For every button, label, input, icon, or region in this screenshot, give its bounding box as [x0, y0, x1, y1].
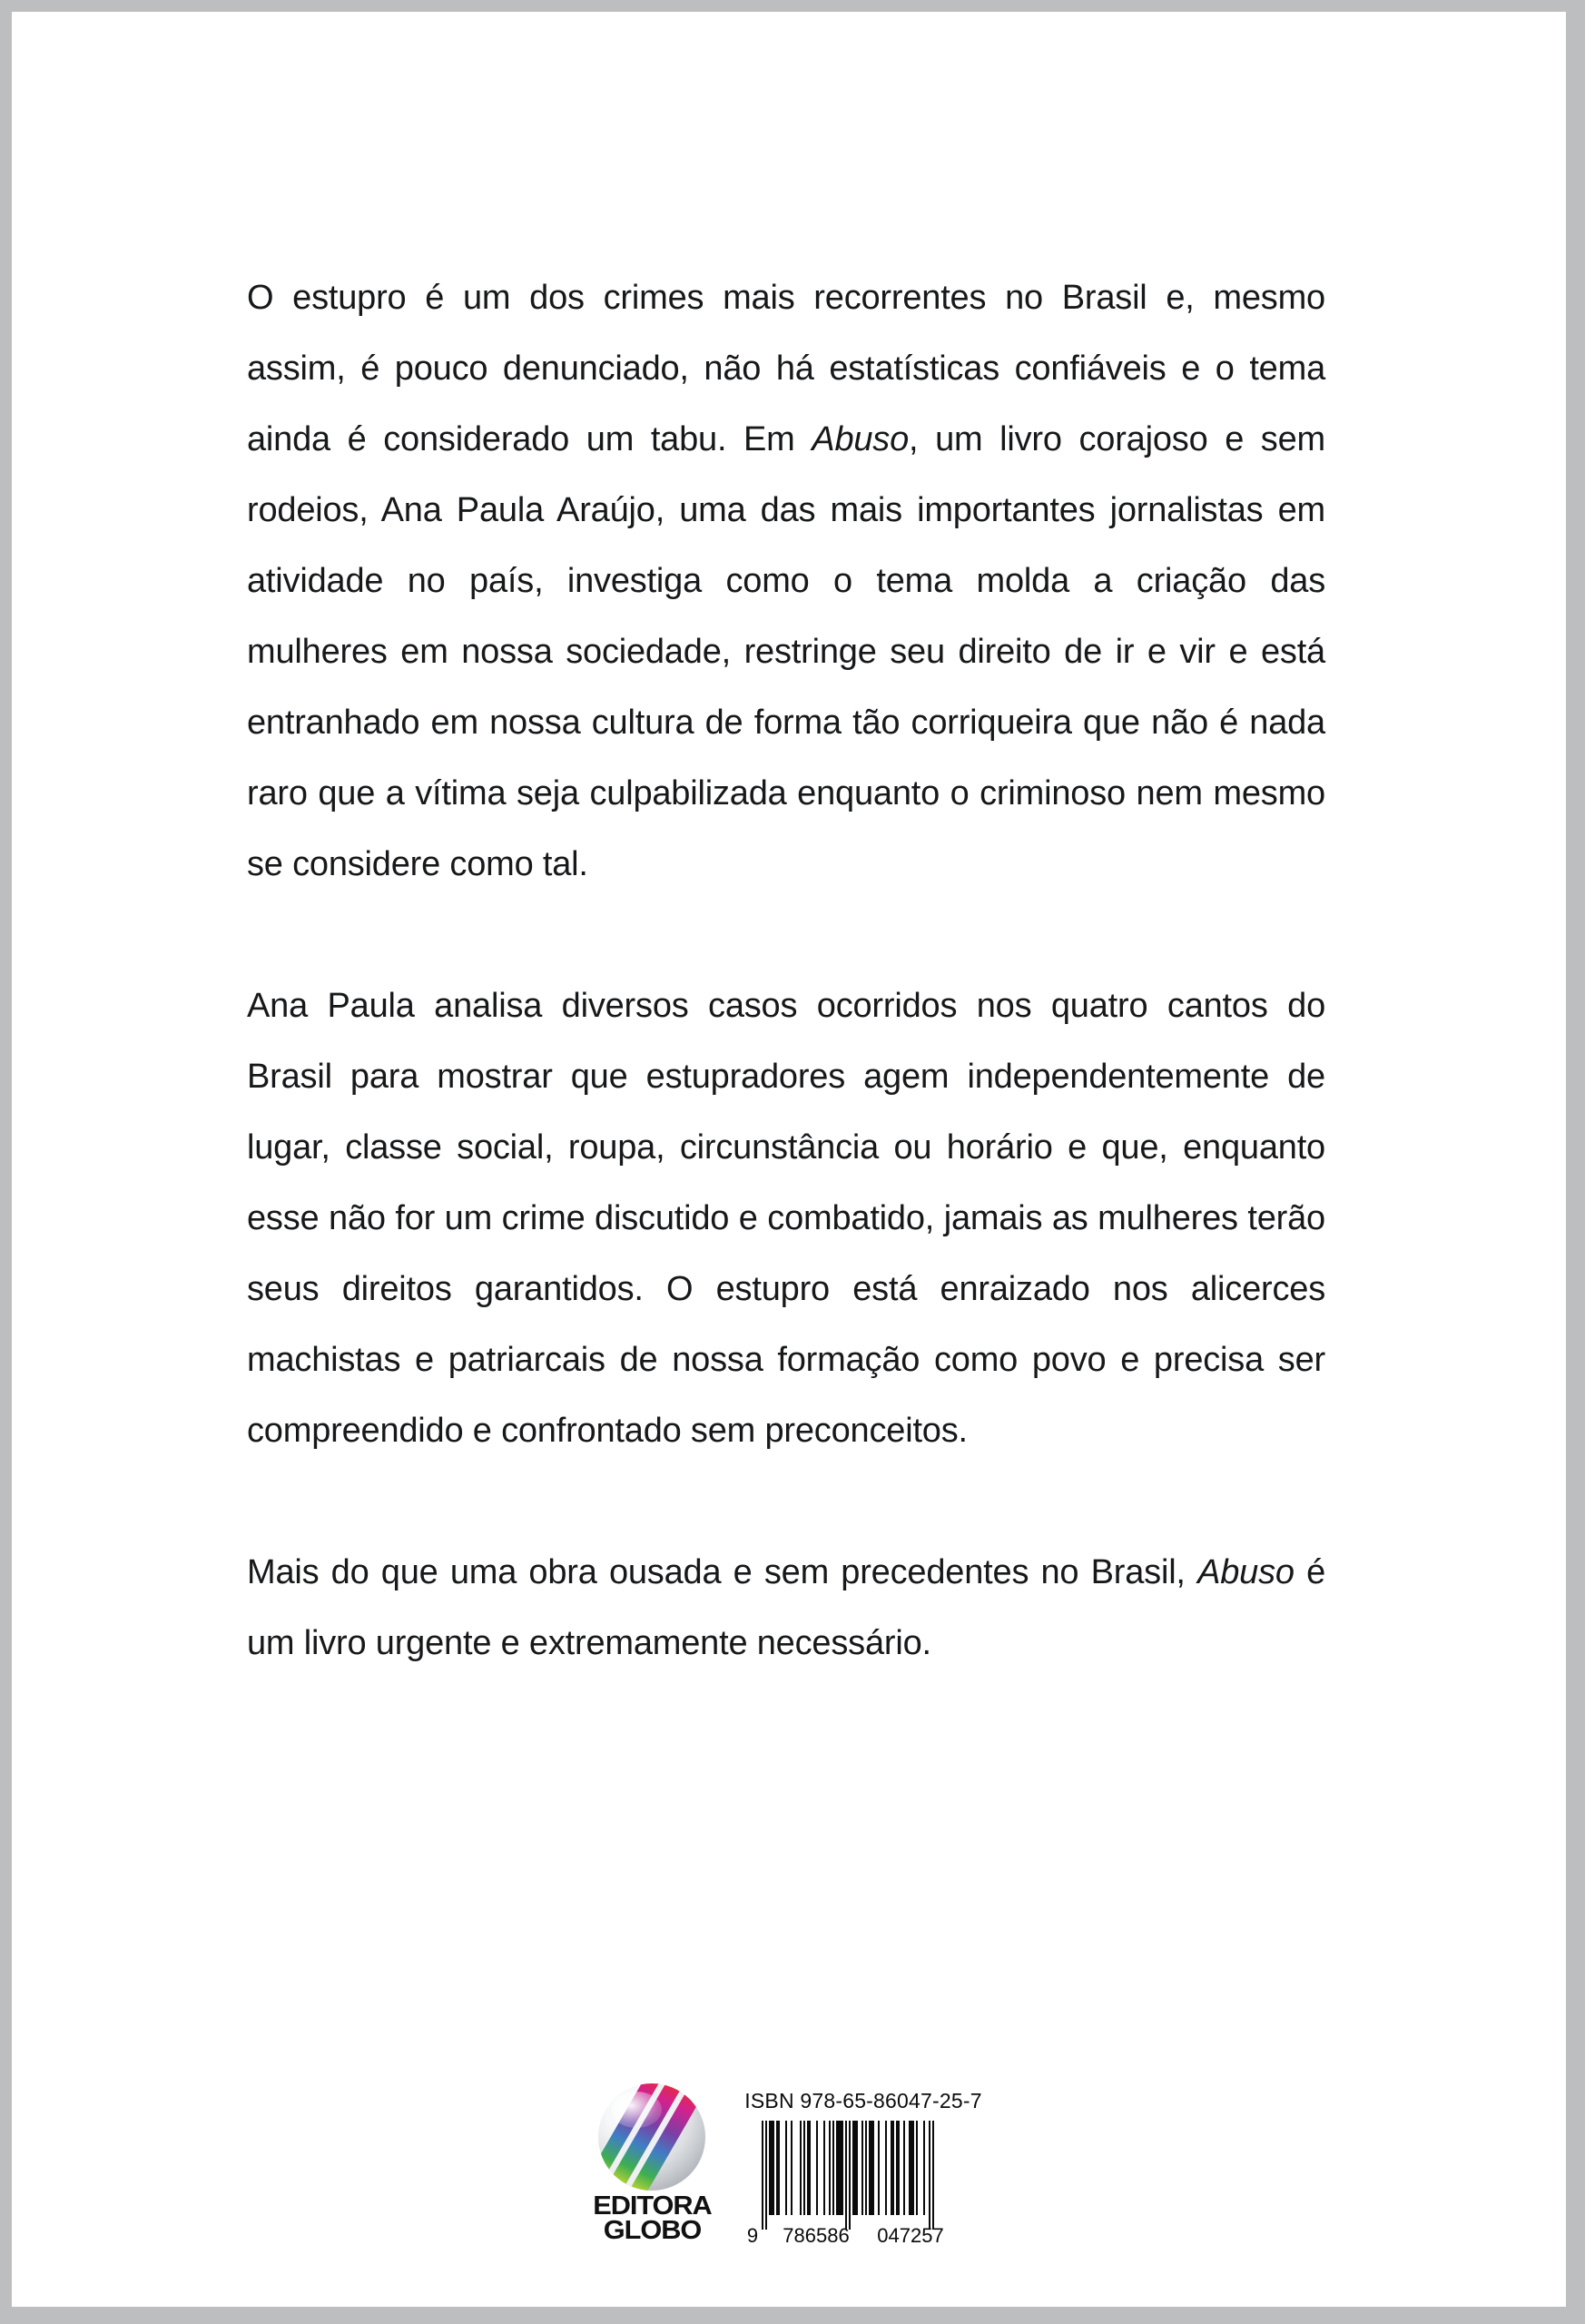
svg-text:786586: 786586	[783, 2224, 850, 2246]
blurb-paragraph-1	[247, 262, 1325, 900]
isbn-barcode-block	[736, 2089, 990, 2246]
blurb-paragraph-3-part-1: Mais do que uma obra ousada e sem precedentes no Brasil,	[247, 1553, 1198, 1591]
imprint-footer	[12, 2019, 1566, 2246]
blurb-paragraph-2	[247, 970, 1325, 1466]
publisher-wordmark-line-2: GLOBO	[603, 2216, 701, 2246]
ean13-barcode	[745, 2119, 981, 2246]
blurb-paragraph-3-part-2: é um livro urgente e extremamente necessário.	[247, 1553, 1325, 1662]
blurb-paragraph-1-part-1: O estupro é um dos crimes mais recorrentes no Brasil e, mesmo assim, é pouco denunciado, não há estatísticas confiáveis e o tema ainda é considerado um tabu. Em	[247, 279, 1325, 458]
publisher-wordmark-line-1: EDITORA	[592, 2191, 712, 2221]
cover-sheet	[12, 12, 1566, 2307]
globo-sphere-highlight	[611, 2092, 662, 2128]
svg-text:9: 9	[746, 2224, 759, 2246]
blurb-text-block	[247, 262, 1325, 1679]
book-title-italic-2: Abuso	[1197, 1553, 1295, 1591]
blurb-paragraph-3	[247, 1537, 1325, 1679]
publisher-logo	[587, 2083, 716, 2246]
blurb-paragraph-2-text: Ana Paula analisa diversos casos ocorridos nos quatro cantos do Brasil para mostrar que estupradores agem independentemente de lugar, classe social, roupa, circunstância ou horário e que, enquanto esse não for um crime discutido e combatido, jamais as mulheres terão seus direitos garantidos. O estupro está enraizado nos alicerces machistas e patriarcais de nossa formação como povo e precisa ser compreendido e confrontado sem preconceitos.	[247, 987, 1325, 1450]
blurb-paragraph-1-part-2: , um livro corajoso e sem rodeios, Ana Paula Araújo, uma das mais importantes jornalistas em atividade no país, investiga como o tema molda a criação das mulheres em nossa sociedade, restringe seu direito de ir e vir e está entranhado em nossa cultura de forma tão corriqueira que não é nada raro que a vítima seja culpabilizada enquanto o criminoso nem mesmo se considere como tal.	[247, 420, 1325, 883]
publisher-wordmark	[592, 2191, 712, 2246]
book-title-italic-1: Abuso	[812, 420, 910, 458]
svg-text:047257: 047257	[877, 2224, 944, 2246]
isbn-label: ISBN 978-65-86047-25-7	[744, 2089, 982, 2112]
globo-sphere-icon	[598, 2083, 705, 2191]
